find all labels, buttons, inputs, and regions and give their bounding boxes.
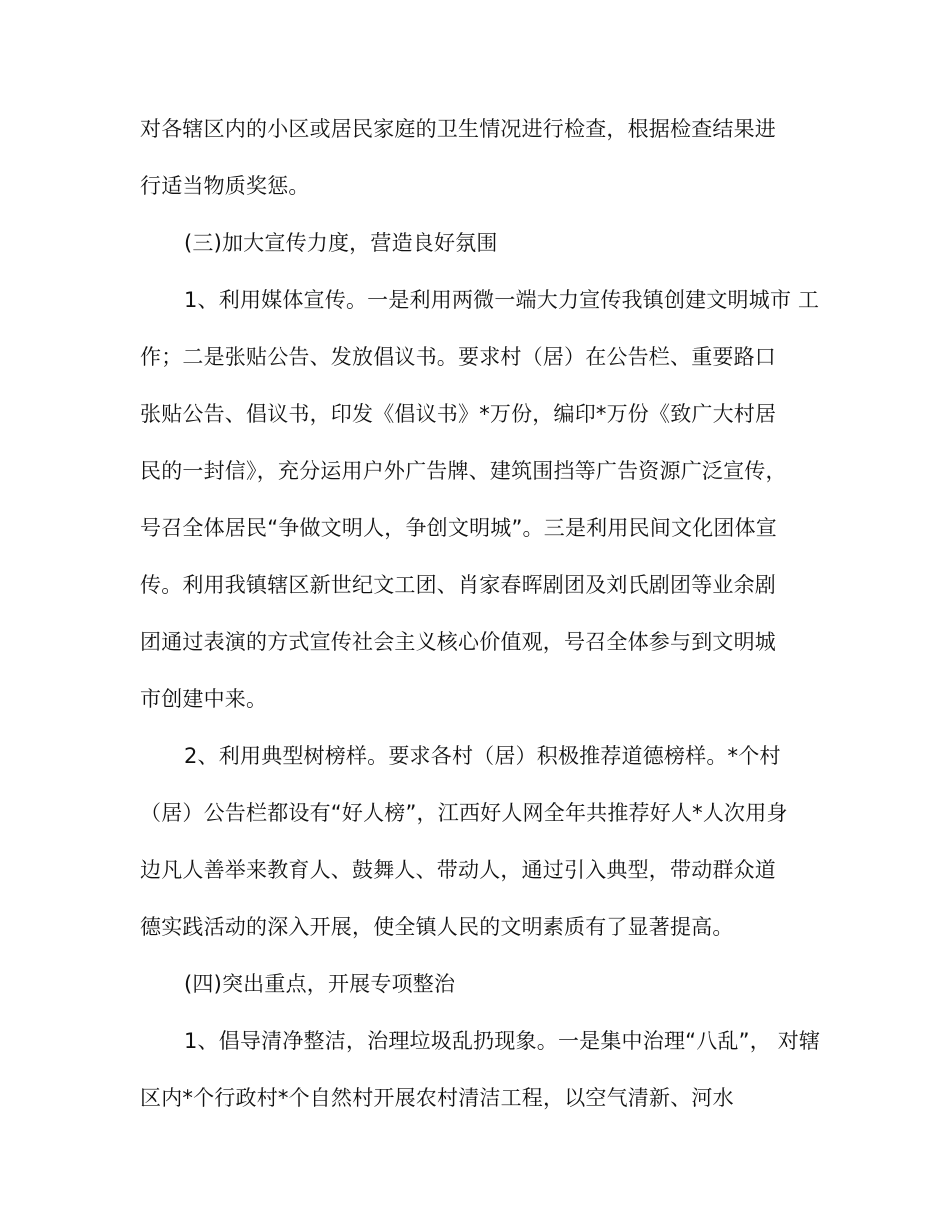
text-line: 边凡人善举来教育人、鼓舞人、带动人，通过引入典型，带动群众道 (140, 858, 776, 882)
text-line: 对各辖区内的小区或居民家庭的卫生情况进行检查，根据检查结果进 (140, 117, 776, 141)
text-line: 行适当物质奖惩。 (140, 174, 310, 198)
text-line: 民的一封信》，充分运用户外广告牌、建筑围挡等广告资源广泛宣传， (140, 459, 787, 483)
text-line: 市创建中来。 (140, 687, 268, 711)
text-line: （居）公告栏都设有“好人榜”，江西好人网全年共推荐好人*人次用身 (140, 801, 788, 825)
text-line: 张贴公告、倡议书，印发《倡议书》*万份，编印*万份《致广大村居 (140, 402, 777, 426)
text-line: 2、利用典型树榜样。要求各村（居）积极推荐道德榜样。*个村 (184, 744, 781, 768)
text-line: 区内*个行政村*个自然村开展农村清洁工程，以空气清新、河水 (140, 1086, 734, 1110)
text-line: 德实践活动的深入开展，使全镇人民的文明素质有了显著提高。 (140, 915, 734, 939)
text-line: 团通过表演的方式宣传社会主义核心价值观，号召全体参与到文明城 (140, 630, 776, 654)
text-line: 号召全体居民“争做文明人，争创文明城”。三是利用民间文化团体宣 (140, 516, 777, 540)
text-line: 1、利用媒体宣传。一是利用两微一端大力宣传我镇创建文明城市 工 (184, 288, 820, 312)
section-heading: (四)突出重点，开展专项整治 (184, 972, 456, 996)
text-line: 作；二是张贴公告、发放倡议书。要求村（居）在公告栏、重要路口 (140, 345, 776, 369)
text-line: 1、倡导清净整洁，治理垃圾乱扔现象。一是集中治理“八乱”， 对辖 (184, 1029, 821, 1053)
text-line: 传。利用我镇辖区新世纪文工团、肖家春晖剧团及刘氏剧团等业余剧 (140, 573, 776, 597)
section-heading: (三)加大宣传力度，营造良好氛围 (184, 231, 498, 255)
